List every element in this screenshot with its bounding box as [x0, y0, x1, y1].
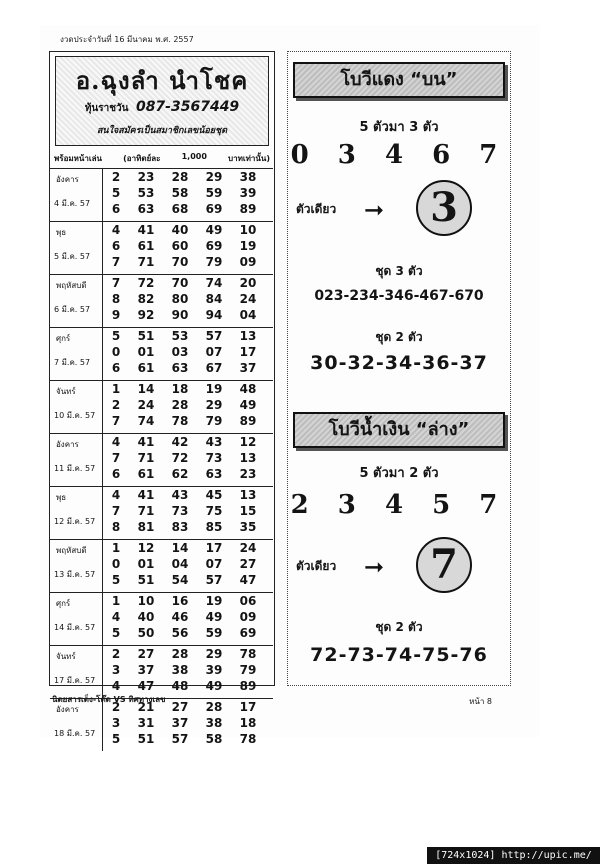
phone-label: ทุ้นราชวัน — [84, 103, 129, 114]
lead-digit: 4 — [111, 223, 121, 237]
pair-number: 79 — [239, 663, 257, 677]
pair-number: 15 — [239, 504, 257, 518]
number-line — [103, 169, 273, 185]
number-line — [103, 487, 273, 503]
pair-number: 24 — [239, 541, 257, 555]
pair-number: 28 — [205, 700, 223, 714]
pair-number: 79 — [205, 255, 223, 269]
result-date: 11 มี.ค. 57 — [54, 464, 96, 473]
result-date-cell — [50, 169, 103, 222]
pair-number: 51 — [137, 732, 155, 746]
pair-number: 75 — [205, 504, 223, 518]
pair-number: 89 — [239, 202, 257, 216]
arrow-right-icon: ➞ — [364, 553, 385, 581]
lead-digit: 5 — [111, 573, 121, 587]
pair-number: 63 — [137, 202, 155, 216]
number-line — [103, 715, 273, 731]
result-date-cell — [50, 328, 103, 381]
number-line — [103, 434, 273, 450]
lead-digit: 1 — [111, 594, 121, 608]
pair-number: 48 — [239, 382, 257, 396]
number-line — [103, 519, 273, 535]
number-line — [103, 662, 273, 678]
info-right: บาทเท่านั้น) — [228, 154, 270, 163]
lead-digit: 2 — [111, 398, 121, 412]
lower-single-label: ตัวเดียว — [296, 559, 337, 573]
pair-number: 57 — [205, 329, 223, 343]
pair-number: 46 — [171, 610, 189, 624]
result-date-cell — [50, 593, 103, 646]
number-line — [103, 556, 273, 572]
result-row — [50, 699, 273, 752]
pair-number: 85 — [205, 520, 223, 534]
pair-number: 59 — [205, 186, 223, 200]
watermark: [724x1024] http://upic.me/ — [427, 847, 600, 864]
info-line — [54, 152, 270, 165]
result-date: 13 มี.ค. 57 — [54, 570, 96, 579]
lead-digit: 2 — [111, 170, 121, 184]
number-line — [103, 450, 273, 466]
result-date-cell — [50, 646, 103, 699]
lead-digit: 0 — [111, 557, 121, 571]
pair-number: 78 — [171, 414, 189, 428]
pair-number: 57 — [205, 573, 223, 587]
result-numbers-cell — [103, 275, 274, 328]
pair-number: 61 — [137, 239, 155, 253]
pair-number: 53 — [137, 186, 155, 200]
result-day: อังคาร — [56, 440, 79, 449]
pair-number: 71 — [137, 504, 155, 518]
pair-number: 37 — [239, 361, 257, 375]
pair-number: 39 — [205, 663, 223, 677]
pair-number: 50 — [137, 626, 155, 640]
pair-number: 60 — [171, 239, 189, 253]
number-line — [103, 360, 273, 376]
pair-number: 23 — [239, 467, 257, 481]
lead-digit: 4 — [111, 488, 121, 502]
number-line — [103, 185, 273, 201]
pair-number: 78 — [239, 647, 257, 661]
pair-number: 06 — [239, 594, 257, 608]
lower-set2: 72-73-74-75-76 — [310, 644, 488, 666]
pair-number: 74 — [137, 414, 155, 428]
pair-number: 69 — [205, 202, 223, 216]
pair-number: 13 — [239, 329, 257, 343]
result-row — [50, 222, 273, 275]
number-line — [103, 466, 273, 482]
lower-set2-label: ชุด 2 ตัว — [375, 620, 423, 634]
pair-number: 89 — [239, 414, 257, 428]
result-numbers-cell — [103, 699, 274, 752]
pair-number: 38 — [205, 716, 223, 730]
number-line — [103, 328, 273, 344]
number-line — [103, 572, 273, 588]
pair-number: 47 — [239, 573, 257, 587]
tagline: สนใจสมัครเป็นสมาชิกเลขน้อยชุด — [96, 126, 228, 136]
result-row — [50, 169, 273, 222]
upper-set3-label: ชุด 3 ตัว — [375, 264, 423, 278]
pair-number: 27 — [171, 700, 189, 714]
pair-number: 27 — [239, 557, 257, 571]
result-numbers-cell — [103, 169, 274, 222]
lead-digit: 8 — [111, 520, 121, 534]
number-line — [103, 291, 273, 307]
result-row — [50, 540, 273, 593]
result-row — [50, 381, 273, 434]
pair-number: 24 — [137, 398, 155, 412]
pair-number: 51 — [137, 573, 155, 587]
result-date: 17 มี.ค. 57 — [54, 676, 96, 685]
result-numbers-cell — [103, 222, 274, 275]
result-numbers-cell — [103, 540, 274, 593]
pair-number: 28 — [171, 170, 189, 184]
result-day: อังคาร — [56, 175, 79, 184]
pair-number: 40 — [137, 610, 155, 624]
result-day: พฤหัสบดี — [56, 281, 87, 290]
lead-digit: 4 — [111, 679, 121, 693]
pair-number: 29 — [205, 647, 223, 661]
lead-digit: 8 — [111, 292, 121, 306]
pair-number: 58 — [171, 186, 189, 200]
pair-number: 49 — [205, 223, 223, 237]
lead-digit: 6 — [111, 202, 121, 216]
pair-number: 19 — [239, 239, 257, 253]
result-numbers-cell — [103, 646, 274, 699]
pair-number: 04 — [171, 557, 189, 571]
pair-number: 67 — [205, 361, 223, 375]
pair-number: 07 — [205, 557, 223, 571]
pair-number: 14 — [171, 541, 189, 555]
lead-digit: 6 — [111, 239, 121, 253]
pair-number: 51 — [137, 329, 155, 343]
info-middle: (อาทิตย์ละ — [123, 154, 161, 163]
lead-digit: 6 — [111, 361, 121, 375]
result-date-cell — [50, 699, 103, 752]
upper-header: โบวีแดง “บน” — [293, 62, 505, 98]
lead-digit: 1 — [111, 541, 121, 555]
pair-number: 70 — [171, 255, 189, 269]
result-day: ศุกร์ — [56, 334, 71, 343]
result-numbers-cell — [103, 487, 274, 540]
pair-number: 84 — [205, 292, 223, 306]
upper-digits: 0 3 4 6 7 — [290, 140, 508, 170]
pair-number: 09 — [239, 610, 257, 624]
pair-number: 10 — [239, 223, 257, 237]
pair-number: 10 — [137, 594, 155, 608]
pair-number: 31 — [137, 716, 155, 730]
pair-number: 41 — [137, 223, 155, 237]
results-table — [50, 168, 273, 751]
pair-number: 59 — [205, 626, 223, 640]
number-line — [103, 254, 273, 270]
pair-number: 29 — [205, 170, 223, 184]
lead-digit: 0 — [111, 345, 121, 359]
pair-number: 37 — [137, 663, 155, 677]
pair-number: 62 — [171, 467, 189, 481]
pair-number: 81 — [137, 520, 155, 534]
pair-number: 61 — [137, 467, 155, 481]
pair-number: 20 — [239, 276, 257, 290]
result-day: พฤหัสบดี — [56, 546, 87, 555]
pair-number: 71 — [137, 451, 155, 465]
number-line — [103, 275, 273, 291]
result-row — [50, 275, 273, 328]
upper-set2: 30-32-34-36-37 — [310, 352, 488, 374]
phone-line — [56, 99, 268, 116]
pair-number: 23 — [137, 170, 155, 184]
pair-number: 73 — [205, 451, 223, 465]
pair-number: 17 — [239, 345, 257, 359]
pair-number: 58 — [205, 732, 223, 746]
pair-number: 37 — [171, 716, 189, 730]
number-line — [103, 381, 273, 397]
number-line — [103, 731, 273, 747]
result-row — [50, 434, 273, 487]
pair-number: 79 — [205, 414, 223, 428]
pair-number: 49 — [205, 679, 223, 693]
pair-number: 54 — [171, 573, 189, 587]
result-day: จันทร์ — [56, 652, 76, 661]
result-date: 10 มี.ค. 57 — [54, 411, 96, 420]
pair-number: 38 — [171, 663, 189, 677]
pair-number: 49 — [205, 610, 223, 624]
pair-number: 45 — [205, 488, 223, 502]
pair-number: 73 — [171, 504, 189, 518]
result-row — [50, 593, 273, 646]
lead-digit: 2 — [111, 647, 121, 661]
number-line — [103, 238, 273, 254]
pair-number: 01 — [137, 557, 155, 571]
pair-number: 39 — [239, 186, 257, 200]
pair-number: 18 — [171, 382, 189, 396]
pair-number: 72 — [171, 451, 189, 465]
result-numbers-cell — [103, 593, 274, 646]
pair-number: 27 — [137, 647, 155, 661]
pair-number: 21 — [137, 700, 155, 714]
lead-digit: 7 — [111, 276, 121, 290]
upper-set2-label: ชุด 2 ตัว — [375, 330, 423, 344]
lower-rule: 5 ตัวมา 2 ตัว — [359, 466, 439, 481]
pair-number: 28 — [171, 647, 189, 661]
result-date-cell — [50, 275, 103, 328]
upper-single-row — [296, 180, 506, 240]
result-row — [50, 487, 273, 540]
pair-number: 63 — [171, 361, 189, 375]
lead-digit: 2 — [111, 700, 121, 714]
result-day: ศุกร์ — [56, 599, 71, 608]
result-date: 7 มี.ค. 57 — [54, 358, 91, 367]
lower-single-row — [296, 537, 506, 597]
result-row — [50, 646, 273, 699]
upper-rule: 5 ตัวมา 3 ตัว — [359, 120, 439, 135]
pair-number: 41 — [137, 435, 155, 449]
lower-single-digit: 7 — [416, 537, 472, 593]
pair-number: 07 — [205, 345, 223, 359]
pair-number: 12 — [137, 541, 155, 555]
number-line — [103, 678, 273, 694]
pair-number: 83 — [171, 520, 189, 534]
pair-number: 43 — [205, 435, 223, 449]
lead-digit: 7 — [111, 414, 121, 428]
pair-number: 72 — [137, 276, 155, 290]
lead-digit: 4 — [111, 610, 121, 624]
pair-number: 03 — [171, 345, 189, 359]
lead-digit: 7 — [111, 255, 121, 269]
pair-number: 94 — [205, 308, 223, 322]
result-date: 12 มี.ค. 57 — [54, 517, 96, 526]
prediction-column — [287, 51, 511, 686]
lead-digit: 4 — [111, 435, 121, 449]
number-line — [103, 397, 273, 413]
footer-magazine: นิตยสารเด็ง-โต๊ด VS ทิศทางเลข — [52, 695, 166, 704]
number-line — [103, 201, 273, 217]
upper-single-digit: 3 — [416, 180, 472, 236]
pair-number: 28 — [171, 398, 189, 412]
pair-number: 18 — [239, 716, 257, 730]
pair-number: 01 — [137, 345, 155, 359]
pair-number: 42 — [171, 435, 189, 449]
pair-number: 38 — [239, 170, 257, 184]
pair-number: 61 — [137, 361, 155, 375]
lead-digit: 6 — [111, 467, 121, 481]
result-numbers-cell — [103, 328, 274, 381]
pair-number: 90 — [171, 308, 189, 322]
pair-number: 35 — [239, 520, 257, 534]
pair-number: 47 — [137, 679, 155, 693]
result-day: พุธ — [56, 493, 67, 502]
result-date-cell — [50, 434, 103, 487]
pair-number: 09 — [239, 255, 257, 269]
upper-set3: 023-234-346-467-670 — [314, 288, 484, 304]
number-line — [103, 593, 273, 609]
lead-digit: 5 — [111, 329, 121, 343]
pair-number: 13 — [239, 488, 257, 502]
pair-number: 04 — [239, 308, 257, 322]
magazine-page — [40, 25, 540, 746]
pair-number: 74 — [205, 276, 223, 290]
pair-number: 57 — [171, 732, 189, 746]
arrow-right-icon: ➞ — [364, 196, 385, 224]
pair-number: 56 — [171, 626, 189, 640]
result-date-cell — [50, 222, 103, 275]
pair-number: 70 — [171, 276, 189, 290]
pair-number: 80 — [171, 292, 189, 306]
pair-number: 13 — [239, 451, 257, 465]
result-day: พุธ — [56, 228, 67, 237]
lead-digit: 3 — [111, 716, 121, 730]
pair-number: 24 — [239, 292, 257, 306]
number-line — [103, 625, 273, 641]
upper-single-label: ตัวเดียว — [296, 202, 337, 216]
pair-number: 14 — [137, 382, 155, 396]
draw-date-header: งวดประจำวันที่ 16 มีนาคม พ.ศ. 2557 — [60, 35, 194, 44]
pair-number: 12 — [239, 435, 257, 449]
result-date-cell — [50, 540, 103, 593]
result-date: 14 มี.ค. 57 — [54, 623, 96, 632]
result-date-cell — [50, 487, 103, 540]
pair-number: 43 — [171, 488, 189, 502]
brand-title: อ.ฉุงลำ นำโชค — [75, 66, 249, 95]
result-row — [50, 328, 273, 381]
pair-number: 19 — [205, 382, 223, 396]
lead-digit: 7 — [111, 451, 121, 465]
lower-digits: 2 3 4 5 7 — [290, 490, 508, 520]
pair-number: 92 — [137, 308, 155, 322]
pair-number: 19 — [205, 594, 223, 608]
pair-number: 41 — [137, 488, 155, 502]
lead-digit: 9 — [111, 308, 121, 322]
pair-number: 69 — [239, 626, 257, 640]
pair-number: 68 — [171, 202, 189, 216]
pair-number: 53 — [171, 329, 189, 343]
pair-number: 17 — [205, 541, 223, 555]
number-line — [103, 222, 273, 238]
number-line — [103, 540, 273, 556]
lower-header: โบวีน้ำเงิน “ล่าง” — [293, 412, 505, 448]
pair-number: 17 — [239, 700, 257, 714]
pair-number: 78 — [239, 732, 257, 746]
lead-digit: 5 — [111, 186, 121, 200]
result-numbers-cell — [103, 381, 274, 434]
footer-page-number: หน้า 8 — [469, 697, 492, 706]
result-numbers-cell — [103, 434, 274, 487]
pair-number: 82 — [137, 292, 155, 306]
pair-number: 49 — [239, 398, 257, 412]
pair-number: 40 — [171, 223, 189, 237]
pair-number: 63 — [205, 467, 223, 481]
number-line — [103, 344, 273, 360]
number-line — [103, 503, 273, 519]
info-amount: 1,000 — [181, 152, 207, 161]
result-date: 5 มี.ค. 57 — [54, 252, 91, 261]
result-day: จันทร์ — [56, 387, 76, 396]
pair-number: 71 — [137, 255, 155, 269]
pair-number: 29 — [205, 398, 223, 412]
pair-number: 89 — [239, 679, 257, 693]
lead-digit: 7 — [111, 504, 121, 518]
lead-digit: 3 — [111, 663, 121, 677]
pair-number: 69 — [205, 239, 223, 253]
lead-digit: 5 — [111, 626, 121, 640]
result-date: 4 มี.ค. 57 — [54, 199, 91, 208]
title-box — [55, 56, 269, 146]
number-line — [103, 307, 273, 323]
phone-number: 087-3567449 — [135, 99, 240, 115]
number-line — [103, 609, 273, 625]
lead-digit: 5 — [111, 732, 121, 746]
number-line — [103, 413, 273, 429]
pair-number: 16 — [171, 594, 189, 608]
info-left: พร้อมหน้าเล่น — [54, 154, 102, 163]
result-date: 18 มี.ค. 57 — [54, 729, 96, 738]
number-line — [103, 646, 273, 662]
pair-number: 48 — [171, 679, 189, 693]
lead-digit: 1 — [111, 382, 121, 396]
result-day: อังคาร — [56, 705, 79, 714]
result-date-cell — [50, 381, 103, 434]
result-date: 6 มี.ค. 57 — [54, 305, 91, 314]
